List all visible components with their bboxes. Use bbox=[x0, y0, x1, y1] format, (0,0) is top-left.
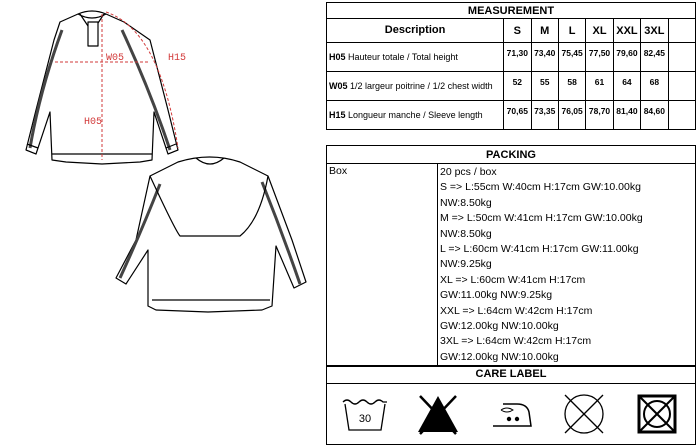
blank-cell bbox=[668, 43, 695, 72]
do-not-tumble-dry-icon bbox=[633, 391, 681, 437]
cell-value: 58 bbox=[558, 72, 585, 101]
packing-line: NW:8.50kg bbox=[440, 227, 492, 240]
packing-line: GW:12.00kg NW:10.00kg bbox=[440, 320, 559, 333]
packing-table bbox=[326, 145, 696, 367]
measurement-table bbox=[326, 2, 696, 130]
packing-line: NW:9.25kg bbox=[440, 258, 492, 271]
row-label: Longueur manche / Sleeve length bbox=[345, 109, 483, 120]
row-description bbox=[327, 43, 504, 72]
measurement-title: MEASUREMENT bbox=[327, 3, 696, 19]
cell-value: 77,50 bbox=[586, 43, 613, 72]
cell-value: 84,60 bbox=[641, 101, 668, 130]
size-header-xxl: XXL bbox=[613, 19, 640, 43]
table-row bbox=[327, 164, 696, 367]
size-header-l: L bbox=[558, 19, 585, 43]
description-header: Description bbox=[327, 19, 504, 43]
cell-value: 78,70 bbox=[586, 101, 613, 130]
cell-value: 71,30 bbox=[504, 43, 531, 72]
h15-label: H15 bbox=[168, 53, 187, 64]
iron-medium-icon bbox=[487, 391, 535, 437]
blank-cell bbox=[668, 72, 695, 101]
packing-line: S => L:55cm W:40cm H:17cm GW:10.00kg bbox=[440, 181, 641, 194]
cell-value: 81,40 bbox=[613, 101, 640, 130]
packing-line: GW:12.00kg NW:10.00kg bbox=[440, 350, 559, 363]
packing-line: XXL => L:64cm W:42cm H:17cm bbox=[440, 304, 593, 317]
row-description bbox=[327, 101, 504, 130]
cell-value: 68 bbox=[641, 72, 668, 101]
cell-value: 76,05 bbox=[558, 101, 585, 130]
w05-label: W05 bbox=[106, 53, 125, 64]
packing-line: GW:11.00kg NW:9.25kg bbox=[440, 289, 553, 302]
packing-type: Box bbox=[327, 164, 438, 367]
garment-technical-drawings bbox=[0, 0, 320, 448]
blank-header bbox=[668, 19, 695, 43]
wash-30-icon bbox=[341, 391, 389, 437]
table-row bbox=[327, 72, 696, 101]
table-row bbox=[327, 43, 696, 72]
table-row bbox=[327, 101, 696, 130]
row-description bbox=[327, 72, 504, 101]
cell-value: 75,45 bbox=[558, 43, 585, 72]
care-label-title: CARE LABEL bbox=[327, 366, 695, 384]
row-code: H05 bbox=[329, 51, 346, 62]
cell-value: 82,45 bbox=[641, 43, 668, 72]
size-header-m: M bbox=[531, 19, 558, 43]
cell-value: 73,35 bbox=[531, 101, 558, 130]
packing-line: 20 pcs / box bbox=[440, 166, 497, 178]
h05-label: H05 bbox=[84, 117, 103, 128]
packing-line: L => L:60cm W:41cm H:17cm GW:11.00kg bbox=[440, 243, 639, 256]
packing-line: NW:8.50kg bbox=[440, 196, 492, 209]
row-code: H15 bbox=[329, 109, 346, 120]
care-label-box bbox=[326, 365, 696, 445]
size-header-xl: XL bbox=[586, 19, 613, 43]
row-code: W05 bbox=[329, 80, 348, 91]
do-not-bleach-icon bbox=[414, 391, 462, 437]
packing-title: PACKING bbox=[327, 146, 696, 164]
wash-temp-text: 30 bbox=[359, 413, 372, 425]
cell-value: 64 bbox=[613, 72, 640, 101]
cell-value: 79,60 bbox=[613, 43, 640, 72]
size-header-3xl: 3XL bbox=[641, 19, 668, 43]
size-header-s: S bbox=[504, 19, 531, 43]
do-not-dry-clean-icon bbox=[560, 391, 608, 437]
blank-cell bbox=[668, 101, 695, 130]
packing-details bbox=[438, 164, 696, 367]
packing-line: M => L:50cm W:41cm H:17cm GW:10.00kg bbox=[440, 212, 643, 225]
row-label: 1/2 largeur poitrine / 1/2 chest width bbox=[347, 80, 493, 91]
back-view-drawing bbox=[116, 157, 306, 312]
cell-value: 52 bbox=[504, 72, 531, 101]
row-label: Hauteur totale / Total height bbox=[345, 51, 458, 62]
cell-value: 61 bbox=[586, 72, 613, 101]
cell-value: 55 bbox=[531, 72, 558, 101]
packing-line: XL => L:60cm W:41cm H:17cm bbox=[440, 273, 586, 286]
care-icons-row bbox=[327, 384, 695, 444]
cell-value: 70,65 bbox=[504, 101, 531, 130]
cell-value: 73,40 bbox=[531, 43, 558, 72]
packing-line: 3XL => L:64cm W:42cm H:17cm bbox=[440, 335, 592, 348]
